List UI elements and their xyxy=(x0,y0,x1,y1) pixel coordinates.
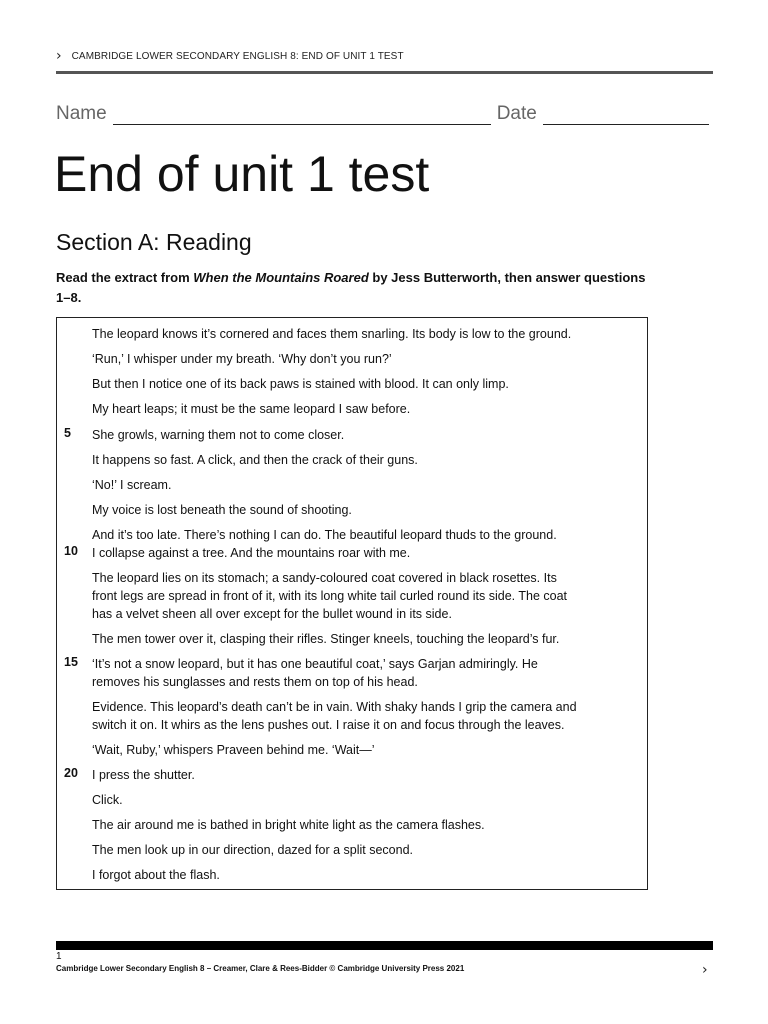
extract-line: I press the shutter. xyxy=(92,768,195,782)
chevron-right-icon: › xyxy=(56,48,62,64)
extract-line: The men tower over it, clasping their rifles. Stinger kneels, touching the leopard’s fur. xyxy=(92,632,560,646)
extract-line: The men look up in our direction, dazed for a split second. xyxy=(92,843,414,857)
running-header-title: CAMBRIDGE LOWER SECONDARY ENGLISH 8: END OF UNIT 1 TEST xyxy=(71,50,404,62)
extract-line: But then I notice one of its back paws is stained with blood. It can only limp. xyxy=(92,377,509,391)
name-date-row xyxy=(56,103,713,125)
line-number: 20 xyxy=(64,766,78,780)
instructions xyxy=(56,268,656,308)
footer-divider xyxy=(56,941,713,950)
date-label: Date xyxy=(496,103,537,124)
extract-line: The leopard lies on its stomach; a sandy-coloured coat covered in black rosettes. Its xyxy=(92,571,557,585)
header-divider xyxy=(56,71,713,74)
extract-line: removes his sunglasses and rests them on top of his head. xyxy=(92,675,418,689)
page-number: 1 xyxy=(56,951,62,962)
extract-line: My heart leaps; it must be the same leopard I saw before. xyxy=(92,402,411,416)
extract-line: It happens so fast. A click, and then the crack of their guns. xyxy=(92,453,418,467)
instructions-after: by Jess Butterworth, then answer questions 1–8. xyxy=(56,270,646,305)
line-number: 15 xyxy=(64,655,78,669)
extract-line: ‘Run,’ I whisper under my breath. ‘Why don’t you run?’ xyxy=(92,352,392,366)
extract-line: And it’s too late. There’s nothing I can do. The beautiful leopard thuds to the ground. xyxy=(92,528,557,542)
extract-line: ‘Wait, Ruby,’ whispers Praveen behind me. ‘Wait—’ xyxy=(92,743,375,757)
extract-line: The leopard knows it’s cornered and faces them snarling. Its body is low to the ground. xyxy=(92,327,572,341)
extract-line: She growls, warning them not to come closer. xyxy=(92,428,345,442)
running-header xyxy=(56,48,713,64)
extract-line: I forgot about the flash. xyxy=(92,868,220,882)
copyright-notice: Cambridge Lower Secondary English 8 – Creamer, Clare & Rees-Bidder © Cambridge University Press 2021 xyxy=(56,964,465,973)
extract-box xyxy=(56,317,648,890)
instructions-before: Read the extract from xyxy=(56,270,194,285)
book-title: When the Mountains Roared xyxy=(193,270,369,285)
page-title: End of unit 1 test xyxy=(54,146,430,202)
extract-line: My voice is lost beneath the sound of shooting. xyxy=(92,503,352,517)
name-label: Name xyxy=(56,103,107,124)
name-field[interactable] xyxy=(113,104,491,125)
extract-line: Evidence. This leopard’s death can’t be in vain. With shaky hands I grip the camera and xyxy=(92,700,577,714)
date-field[interactable] xyxy=(543,104,709,125)
chevron-right-icon: › xyxy=(702,962,708,978)
line-number: 10 xyxy=(64,544,78,558)
extract-line: switch it on. It whirs as the lens pushes out. I raise it on and focus through the leaves. xyxy=(92,718,565,732)
extract-line: ‘It’s not a snow leopard, but it has one beautiful coat,’ says Garjan admiringly. He xyxy=(92,657,538,671)
extract-line: front legs are spread in front of it, with its long white tail curled round its side. The coat xyxy=(92,589,568,603)
extract-line: Click. xyxy=(92,793,123,807)
extract-line: ‘No!’ I scream. xyxy=(92,478,172,492)
extract-line: I collapse against a tree. And the mountains roar with me. xyxy=(92,546,411,560)
extract-line: has a velvet sheen all over except for the bullet wound in its side. xyxy=(92,607,452,621)
line-number: 5 xyxy=(64,426,71,440)
section-title: Section A: Reading xyxy=(56,229,252,255)
extract-line: The air around me is bathed in bright white light as the camera flashes. xyxy=(92,818,485,832)
